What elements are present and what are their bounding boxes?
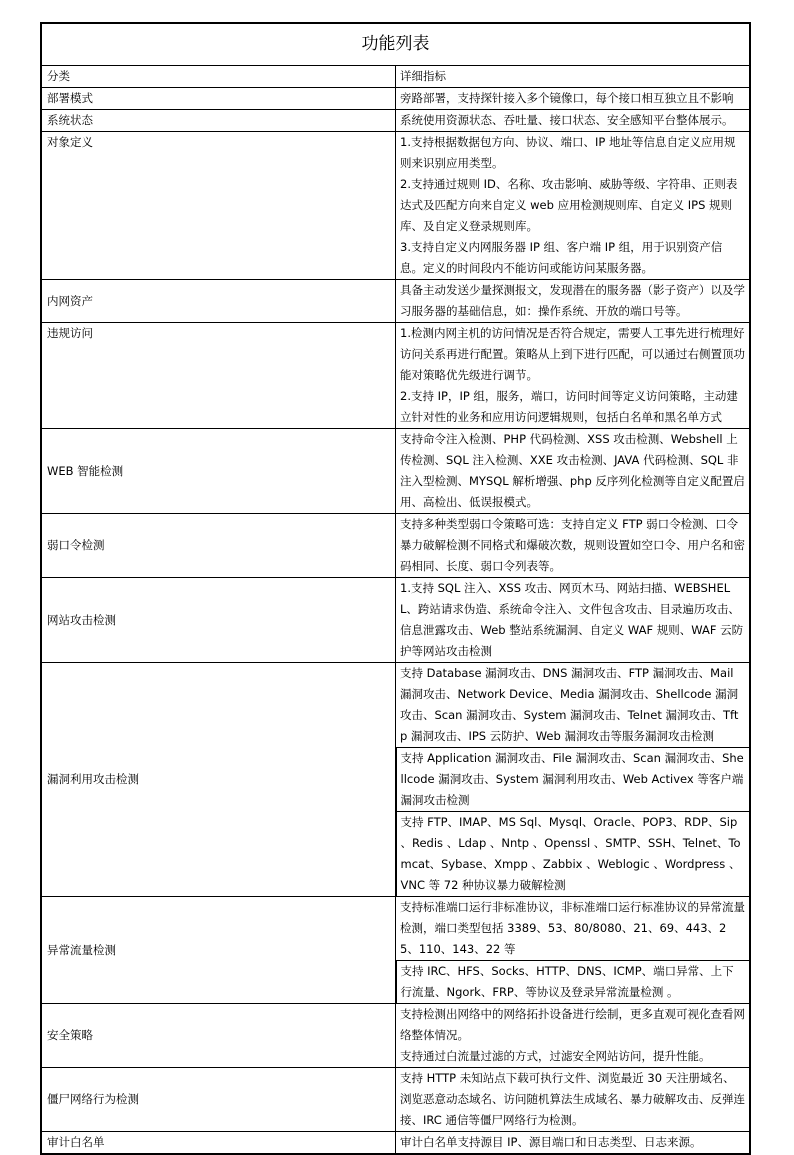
row-detail [396,1068,751,1132]
table-row [41,280,750,323]
row-detail [396,578,751,663]
row-category: 违规访问 [41,323,396,429]
detail-paragraph: 2.支持通过规则 ID、名称、攻击影响、威胁等级、字符串、正则表达式及匹配方向来自定义 web 应用检测规则库、自定义 IPS 规则库、及自定义登录规则库。 [400,177,738,233]
table-row [41,1004,750,1068]
detail-paragraph: 3.支持自定义内网服务器 IP 组、客户端 IP 组，用于识别资产信息。定义的时间段内不能访问或能访问某服务器。 [400,240,723,275]
detail-paragraph: 1.支持根据数据包方向、协议、端口、IP 地址等信息自定义应用规则来识别应用类型。 [400,135,736,170]
detail-paragraph: 1.支持 SQL 注入、XSS 攻击、网页木马、网站扫描、WEBSHELL、跨站请求伪造、系统命令注入、文件包含攻击、目录遍历攻击、信息泄露攻击、Web 整站系统漏洞、自定义 WAF 规则、WAF 云防护等网站攻击检测 [400,581,744,658]
row-category: 异常流量检测 [41,897,396,1004]
row-detail [396,812,751,897]
feature-table-document [40,22,751,1155]
detail-paragraph: 支持 Database 漏洞攻击、DNS 漏洞攻击、FTP 漏洞攻击、Mail 漏洞攻击、Network Device、Media 漏洞攻击、Shellcode 漏洞攻击、Scan 漏洞攻击、System 漏洞攻击、Telnet 漏洞攻击、Tftp 漏洞攻击、IPS 云防护、Web 漏洞攻击等服务漏洞攻击检测 [400,666,739,743]
row-detail [396,110,751,132]
table-row [41,578,750,663]
detail-paragraph: 支持 FTP、IMAP、MS Sql、Mysql、Oracle、POP3、RDP、Sip 、Redis 、Ldap 、Nntp 、Openssl 、SMTP、SSH、Telnet、Tomcat、Sybase、Xmpp 、Zabbix 、Weblogic 、Wordpress 、VNC 等 72 种协议暴力破解检测 [400,815,741,892]
detail-paragraph: 旁路部署，支持探针接入多个镜像口，每个接口相互独立且不影响 [400,91,734,105]
row-detail [396,514,751,578]
detail-paragraph: 支持 Application 漏洞攻击、File 漏洞攻击、Scan 漏洞攻击、Shellcode 漏洞攻击、System 漏洞利用攻击、Web Activex 等客户端漏洞攻击检测 [400,751,744,807]
row-detail [396,748,751,812]
header-category: 分类 [41,66,396,88]
detail-paragraph: 支持命令注入检测、PHP 代码检测、XSS 攻击检测、Webshell 上传检测、SQL 注入检测、XXE 攻击检测、JAVA 代码检测、SQL 非注入型检测、MYSQL 解析增强、php 反序列化检测等自定义配置启用、高检出、低误报模式。 [400,432,745,509]
table-row [41,1068,750,1132]
detail-paragraph: 系统使用资源状态、吞吐量、接口状态、安全感知平台整体展示。 [400,113,734,127]
table-row [41,1132,750,1155]
table-row [41,897,750,961]
table-row [41,88,750,110]
row-detail [396,663,751,748]
table-row [41,132,750,280]
row-category: 内网资产 [41,280,396,323]
detail-paragraph: 1.检测内网主机的访问情况是否符合规定，需要人工事先进行梳理好访问关系再进行配置。策略从上到下进行匹配，可以通过右侧置顶功能对策略优先级进行调节。 [400,326,745,382]
row-category: 网站攻击检测 [41,578,396,663]
feature-table [40,22,751,1155]
row-category: 弱口令检测 [41,514,396,578]
row-category: 漏洞利用攻击检测 [41,663,396,897]
row-detail [396,897,751,961]
row-detail [396,961,751,1004]
table-row [41,663,750,748]
row-detail [396,323,751,429]
row-category: 僵尸网络行为检测 [41,1068,396,1132]
row-category: 安全策略 [41,1004,396,1068]
detail-paragraph: 支持多种类型弱口令策略可选：支持自定义 FTP 弱口令检测、口令暴力破解检测不同格式和爆破次数，规则设置如空口令、用户名和密码相同、长度、弱口令列表等。 [400,517,745,573]
row-category: 对象定义 [41,132,396,280]
row-category: 系统状态 [41,110,396,132]
row-detail [396,88,751,110]
detail-paragraph: 支持标准端口运行非标准协议，非标准端口运行标准协议的异常流量检测，端口类型包括 3389、53、80/8080、21、69、443、25、110、143、22 等 [400,900,745,956]
row-category: 部署模式 [41,88,396,110]
detail-paragraph: 支持 HTTP 未知站点下载可执行文件、浏览最近 30 天注册域名、浏览恶意动态域名、访问随机算法生成域名、暴力破解攻击、反弹连接、IRC 通信等僵尸网络行为检测。 [400,1071,745,1127]
table-row [41,514,750,578]
table-row [41,110,750,132]
table-row [41,429,750,514]
detail-paragraph: 2.支持 IP，IP 组，服务，端口，访问时间等定义访问策略，主动建立针对性的业务和应用访问逻辑规则，包括白名单和黑名单方式 [400,389,738,424]
table-row [41,323,750,429]
row-category: WEB 智能检测 [41,429,396,514]
row-detail [396,132,751,280]
detail-paragraph: 审计白名单支持源目 IP、源目端口和日志类型、日志来源。 [400,1135,702,1149]
detail-paragraph: 支持通过白流量过滤的方式，过滤安全网站访问，提升性能。 [400,1049,711,1063]
detail-paragraph: 具备主动发送少量探测报文，发现潜在的服务器（影子资产）以及学习服务器的基础信息，如：操作系统、开放的端口号等。 [400,283,745,318]
detail-paragraph: 支持 IRC、HFS、Socks、HTTP、DNS、ICMP、端口异常、上下行流量、Ngork、FRP、等协议及登录异常流量检测 。 [400,964,734,999]
row-detail [396,1132,751,1155]
row-detail [396,429,751,514]
detail-paragraph: 支持检测出网络中的网络拓扑设备进行绘制，更多直观可视化查看网络整体情况。 [400,1007,745,1042]
row-detail [396,280,751,323]
table-title: 功能列表 [41,23,750,66]
header-detail: 详细指标 [396,66,751,88]
row-detail [396,1004,751,1068]
row-category: 审计白名单 [41,1132,396,1155]
